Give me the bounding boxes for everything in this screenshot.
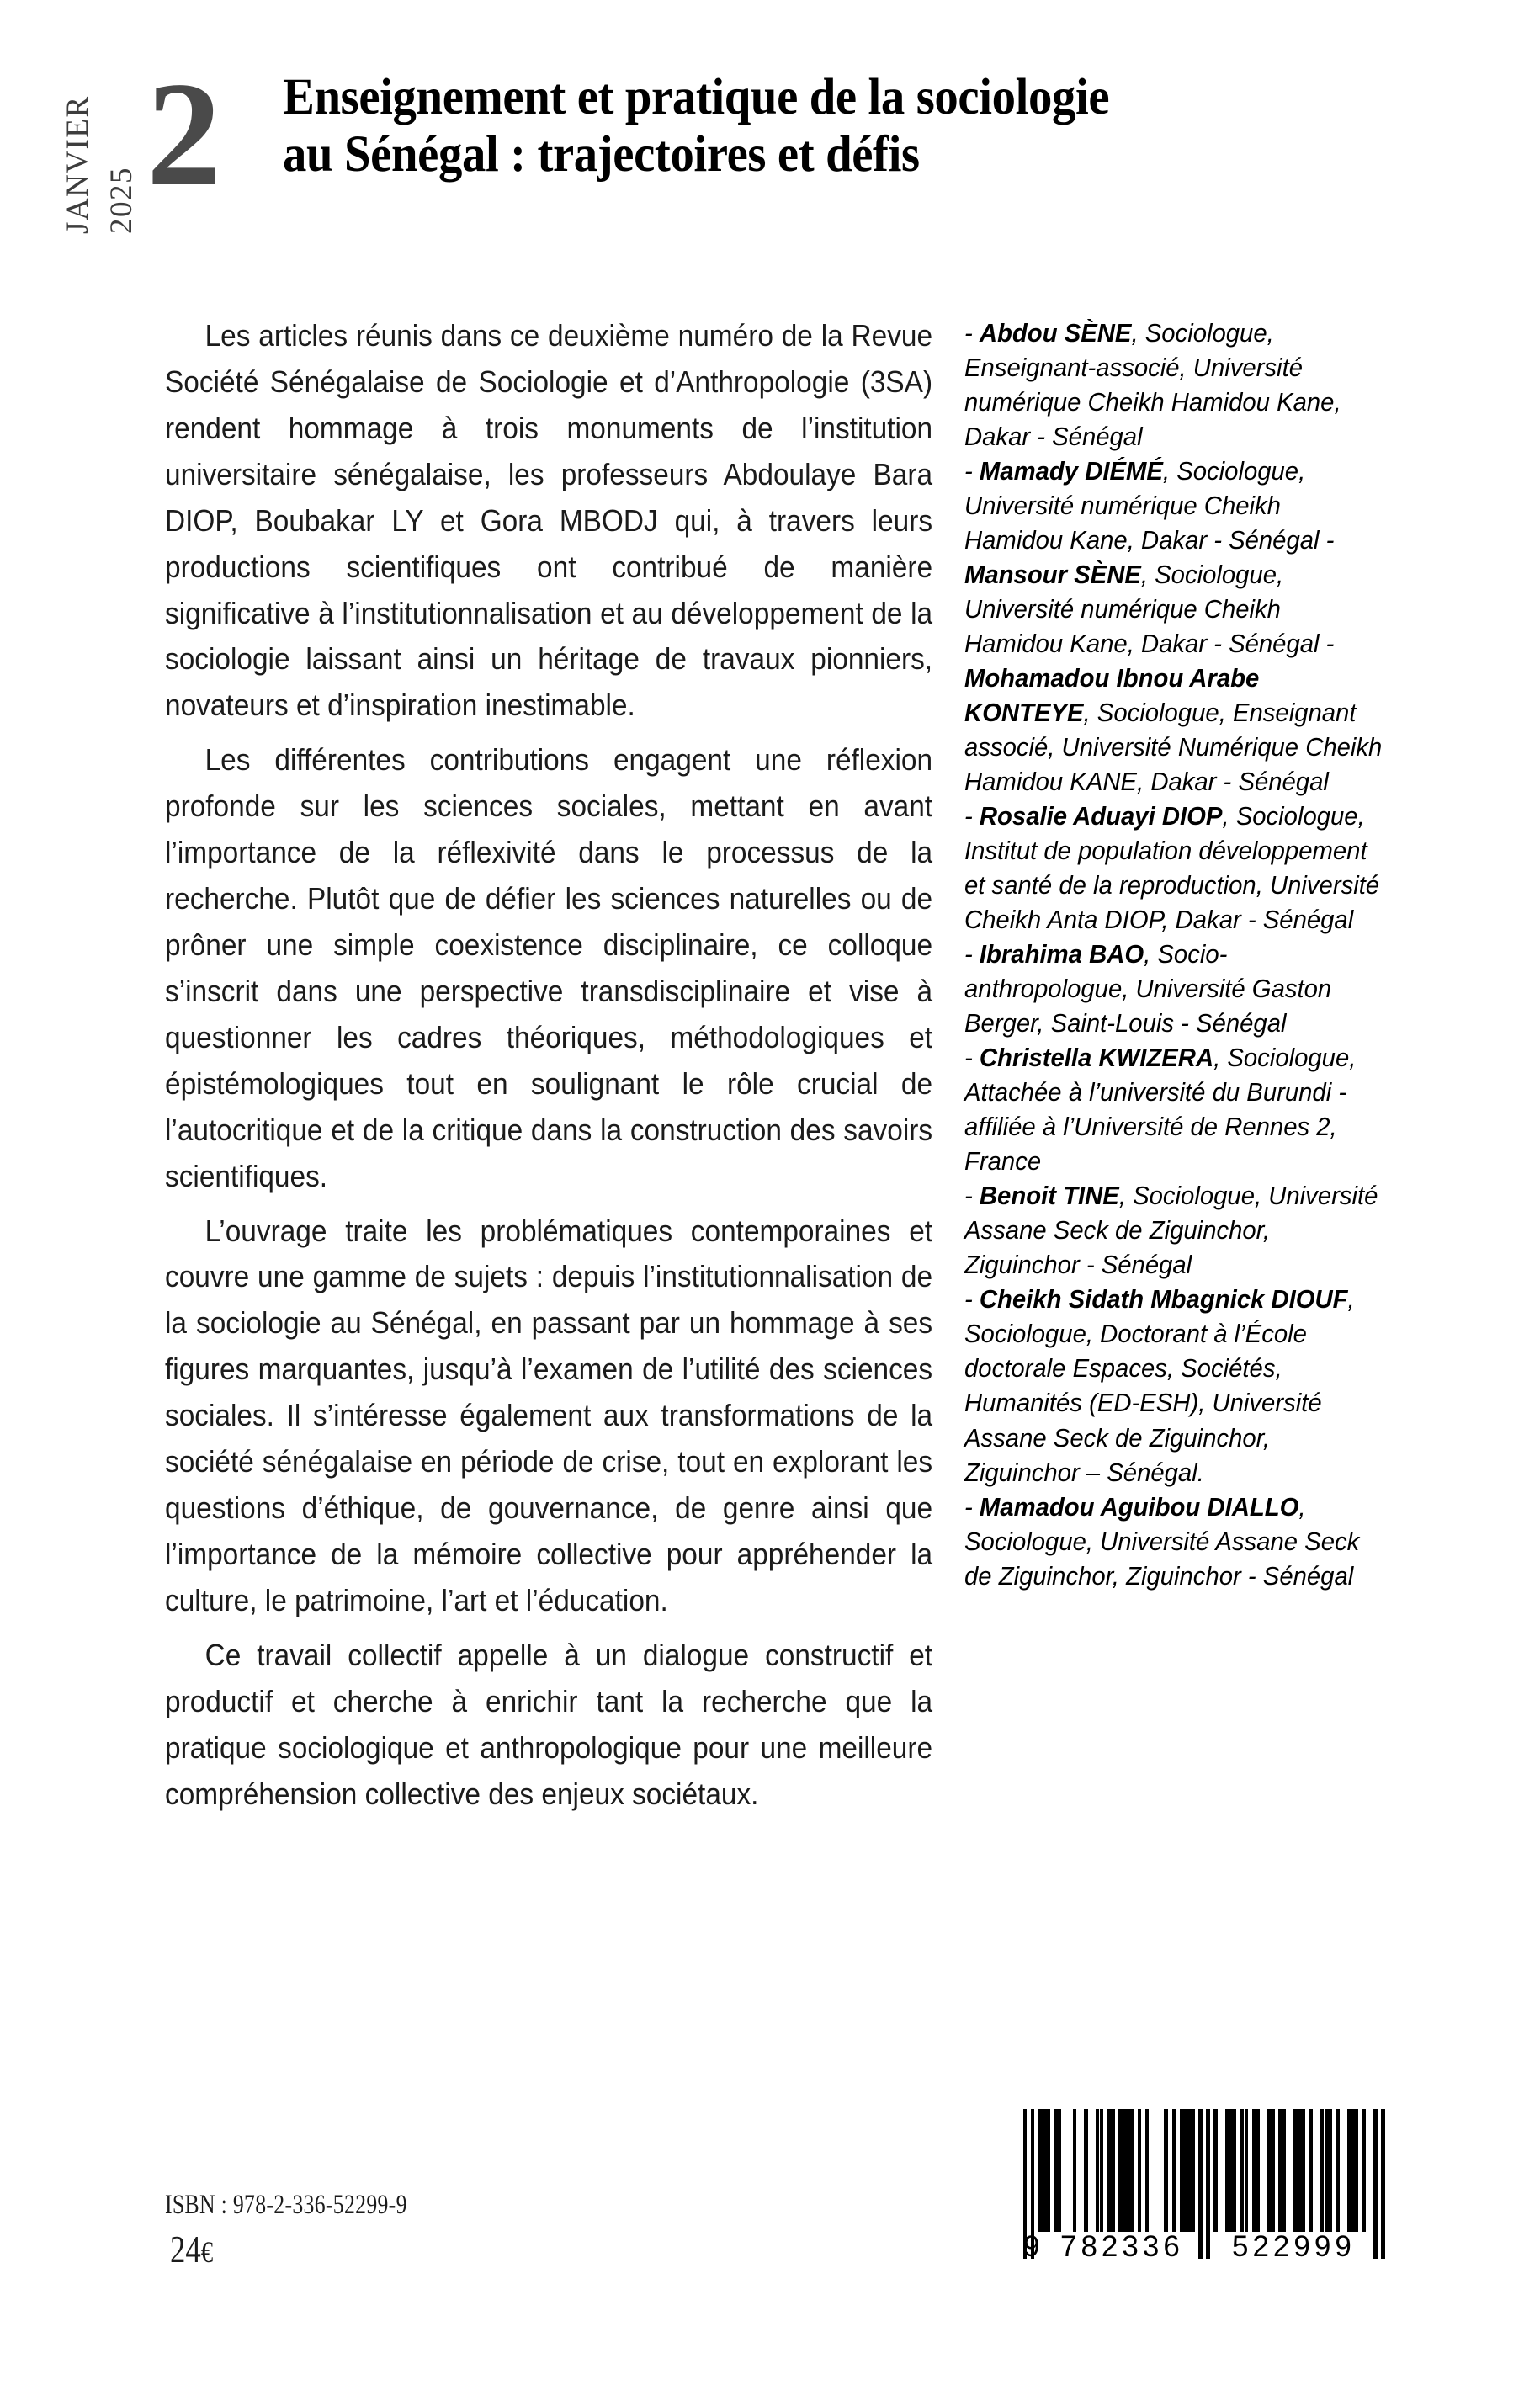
contributor-name: Mamady DIÉMÉ (979, 457, 1163, 486)
barcode-digits-mid: 782336 (1060, 2230, 1184, 2263)
barcode-bar (1362, 2109, 1366, 2232)
contributor-affiliation: , Sociologue, Université Assane Seck de Ziguinchor, Ziguinchor - Sénégal (964, 1492, 1360, 1591)
content-columns (165, 313, 1385, 2038)
barcode-bar (1058, 2109, 1061, 2232)
contributor-name: Ibrahima BAO (979, 940, 1144, 969)
issue-year-label: 2025 (104, 167, 139, 234)
cover-footer (165, 2127, 1385, 2329)
contributor-affiliation: , Sociologue, Doctorant à l’École doctorale Espaces, Sociétés, Humanités (ED-ESH), Université Assane Seck de Ziguinchor, Ziguinchor – Sénégal. (964, 1285, 1355, 1487)
currency-symbol: € (200, 2235, 214, 2269)
contributor-affiliation: , Sociologue, Enseignant associé, Université Numérique Cheikh Hamidou KANE, Dakar - Sénégal (964, 699, 1383, 797)
contributor-bullet: - (964, 457, 980, 486)
price-amount: 24 (170, 2228, 201, 2271)
barcode-digits-right: 522999 (1232, 2230, 1356, 2263)
contributor-name: Rosalie Aduayi DIOP (979, 802, 1223, 831)
contributors-column (964, 316, 1385, 1594)
blurb-paragraph: Les articles réunis dans ce deuxième numéro de la Revue Société Sénégalaise de Sociologie et d’Anthropologie (3SA) rendent hommage à trois monuments de l’institution universitaire sénégalaise, les professeurs Abdoulaye Bara DIOP, Boubakar LY et Gora MBODJ qui, à travers leurs productions scientifiques ont contribué de manière significative à l’institutionnalisation et au développement de la sociologie laissant ainsi un héritage de travaux pionniers, novateurs et d’inspiration inestimable. (165, 318, 933, 723)
isbn-label: ISBN : 978-2-336-52299-9 (165, 2190, 407, 2220)
contributor-name: Mansour SÈNE (964, 560, 1141, 590)
barcode-bar (1233, 2109, 1236, 2232)
barcode-bar (1191, 2109, 1194, 2232)
issue-date (62, 66, 143, 234)
barcode-bar (1271, 2109, 1274, 2232)
contributor-affiliation: , Sociologue, Attachée à l’université du Burundi - affiliée à l’Université de Rennes 2, France (964, 1044, 1357, 1177)
contributor-affiliation: , Sociologue, Université numérique Cheikh Hamidou Kane, Dakar - Sénégal - (964, 560, 1335, 659)
contributor-name: Benoit TINE (979, 1182, 1119, 1211)
contributor-bullet: - (964, 1044, 980, 1073)
barcode-bar (1100, 2109, 1103, 2232)
contributor-bullet: - (964, 1492, 980, 1522)
contributors-list (964, 316, 1385, 1594)
blurb-paragraph: L’ouvrage traite les problématiques contemporaines et couvre une gamme de sujets : depuis l’institutionnalisation de la sociologie au Sénégal, en passant par un hommage à ses figures marquantes, jusqu’à l’examen de l’utilité des sciences sociales. Il s’intéresse également aux transformations de la société sénégalaise en période de crise, tout en explorant les questions d’éthique, de gouvernance, de genre ainsi que l’importance de la mémoire collective pour appréhender la culture, le patrimoine, l’art et l’éducation. (165, 1213, 933, 1617)
issue-number: 2 (146, 50, 221, 217)
contributor-bullet: - (964, 319, 980, 348)
contributor-bullet: - (964, 940, 980, 969)
barcode-bar (1046, 2109, 1049, 2232)
contributor-affiliation: , Sociologue, Université Assane Seck de Ziguinchor, Ziguinchor - Sénégal (964, 1182, 1378, 1280)
title-line-1: Enseignement et pratique de la sociologie (283, 69, 1110, 125)
page-title (283, 69, 1335, 184)
barcode-bar (1145, 2109, 1149, 2232)
contributor-name: Cheikh Sidath Mbagnick DIOUF (979, 1285, 1348, 1315)
barcode-bar (1213, 2109, 1217, 2232)
issue-month-label: JANVIER (61, 95, 95, 234)
barcode-bar (1282, 2109, 1286, 2232)
barcode-digits (1023, 2227, 1385, 2267)
barcode-bar (1328, 2109, 1331, 2232)
blurb-paragraph: Les différentes contributions engagent une réflexion profonde sur les sciences sociales, mettant en avant l’importance de la réflexivité dans le processus de la recherche. Plutôt que de défier les sciences naturelles ou de prôner une simple coexistence disciplinaire, ce colloque s’inscrit dans une perspective transdisciplinaire et vise à questionner les cadres théoriques, méthodologiques et épistémologiques tout en soulignant le rôle crucial de l’autocritique et de la critique dans la construction des savoirs scientifiques. (165, 742, 933, 1193)
barcode-bar (1172, 2109, 1176, 2232)
barcode-bar (1245, 2109, 1248, 2232)
barcode (1023, 2109, 1385, 2303)
masthead (61, 50, 1341, 234)
contributor-name: Christella KWIZERA (979, 1044, 1214, 1073)
contributor-affiliation: , Socio-anthropologue, Université Gaston Berger, Saint-Louis - Sénégal (964, 940, 1332, 1038)
contributor-name: Mohamadou Ibnou Arabe KONTEYE (964, 664, 1260, 728)
contributor-affiliation: , Sociologue, Université numérique Cheikh Hamidou Kane, Dakar - Sénégal - (964, 457, 1335, 555)
barcode-bar (1164, 2109, 1167, 2232)
contributor-affiliation: , Sociologue, Institut de population développement et santé de la reproduction, Université Cheikh Anta DIOP, Dakar - Sénégal (964, 802, 1380, 935)
barcode-bar (1084, 2109, 1087, 2232)
contributor-affiliation: , Sociologue, Enseignant-associé, Université numérique Cheikh Hamidou Kane, Dakar - Sénégal (964, 319, 1341, 452)
contributor-bullet: - (964, 802, 980, 831)
contributor-name: Abdou SÈNE (979, 319, 1132, 348)
barcode-bar (1309, 2109, 1312, 2232)
blurb-column (165, 313, 932, 1826)
contributor-name: Mamadou Aguibou DIALLO (979, 1492, 1299, 1522)
barcode-bar (1336, 2109, 1339, 2232)
price-label (170, 2227, 213, 2271)
barcode-bar (1256, 2109, 1259, 2232)
contributor-bullet: - (964, 1182, 980, 1211)
barcode-bar (1111, 2109, 1114, 2232)
barcode-bar (1130, 2109, 1134, 2232)
blurb-paragraph: Ce travail collectif appelle à un dialogue constructif et productif et cherche à enrichir tant la recherche que la pratique sociologique et anthropologique pour une meilleure compréhension collective des enjeux sociétaux. (165, 1637, 933, 1811)
barcode-bar (1073, 2109, 1076, 2232)
barcode-bar (1355, 2109, 1358, 2232)
barcode-digit-left: 9 (1023, 2230, 1041, 2263)
barcode-bar (1301, 2109, 1304, 2232)
contributor-bullet: - (964, 1285, 980, 1315)
title-line-2: au Sénégal : trajectoires et défis (283, 126, 920, 183)
barcode-bar (1138, 2109, 1141, 2232)
